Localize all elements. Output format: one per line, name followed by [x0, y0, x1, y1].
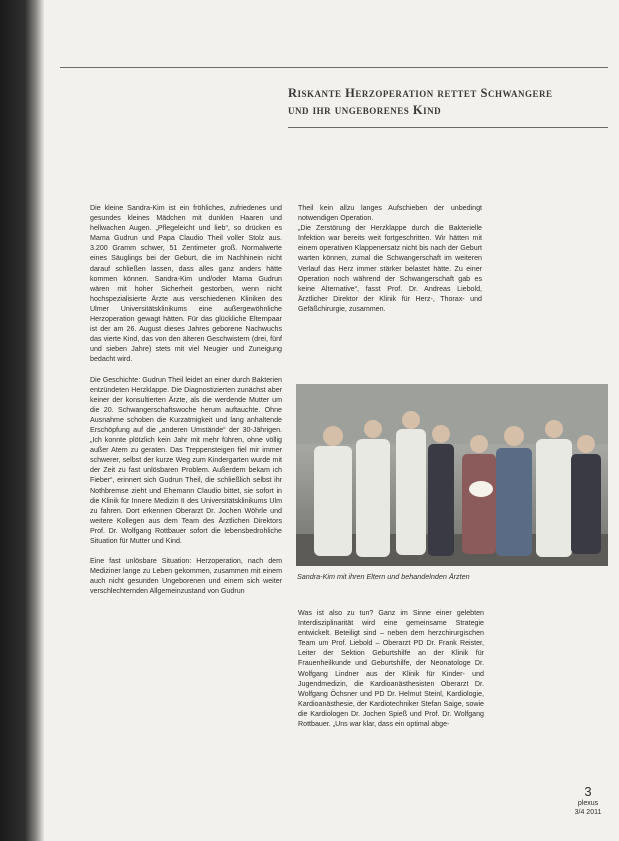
header-rule [60, 67, 608, 68]
page-binding-shadow [0, 0, 44, 841]
article-title [288, 85, 598, 119]
paragraph: Was ist also zu tun? Ganz im Sinne einer gelebten Interdisziplinarität wird eine gemeinsame Strategie entwickelt. Beteiligt sind – neben dem herzchirurgischen Team um Prof. Liebold – Oberarzt PD Dr. Frank Reister, Leiter der Sektion Geburtshilfe an der Klinik für Frauenheilkunde und Geburtshilfe, der Neonatologe Dr. Wolfgang Lindner aus der Klinik für Kinder- und Jugendmedizin, die Kardioanästhesisten Oberarzt Dr. Wolfgang Öchsner und PD Dr. Helmut Steinl, Kardiologie, Kardioanästhesie, der Kardiotechniker Stefan Saige, sowie die Kardiologen Dr. Jochen Spieß und Prof. Dr. Wolfgang Rottbauer. „Uns war klar, dass ein optimal abge- [298, 609, 484, 729]
page-footer [568, 785, 608, 817]
group-photo [296, 384, 608, 566]
paragraph: Die Geschichte: Gudrun Theil leidet an einer durch Bakterien entzündeten Herzklappe. Die Diagnostizierten zunächst aber keiner der konsultierten Ärzte, als die werdende Mutter um die 20. Schwangerschaftswoche herum auftauchte. Ohne Ausnahme schoben die Kurzatmigkeit und lang anhaltende Erschöpfung auf die „anderen Umstände“ der 30-Jährigen. „Ich konnte plötzlich kein Jahr mit mehr führen, ohne völlig außer Atem zu geraten. Das Treppensteigen fiel mir immer schwerer, selbst der kurze Weg zum Kindergarten wurde mit der Zeit zu fast unlösbaren Problem. Außerdem bekam ich Fieber“, erinnert sich Gudrun Theil, die schließlich selbst ihr Nothbremse zieht und Ehemann Claudio bittet, sie sofort in die Klinik für Innere Medizin II des Universitätsklinikums Ulm zu fahren. Dort erkennen Oberarzt Dr. Jochen Wöhrle und weitere Kollegen aus dem Team des Ärztlichen Direktors Prof. Dr. Wolfgang Rottbauer sofort die lebensbedrohliche Situation für Mutter und Kind. [90, 375, 282, 545]
page-number: 3 [584, 784, 592, 799]
publication-name: plexus [577, 800, 599, 807]
paragraph: „Die Zerstörung der Herzklappe durch die Bakterielle Infektion war bereits weit fortgeschritten. Wir hätten mit einem operativen Klappenersatz nicht bis nach der Geburt warten können, zumal die Schwangerschaft im weiteren Verlauf das Herz immer stärker belastet hätte. Zu einer Operation noch während der Schwangerschaft gab es keine Alternative“, fasst Prof. Dr. Andreas Liebold, Ärztlicher Direktor der Klinik für Herz-, Thorax- und Gefäßchirurgie, zusammen. [298, 224, 482, 313]
title-rule [288, 127, 608, 128]
issue-label: 3/4 2011 [574, 809, 602, 816]
paragraph: Die kleine Sandra-Kim ist ein fröhliches, zufriedenes und gesundes kleines Mädchen mit dunklen Haaren und hellwachen Augen. „Pflegeleicht und lieb“, so drücken es Mama Gudrun und Papa Claudio Theil voller Stolz aus. 3.200 Gramm schwer, 51 Zentimeter groß. Normalwerte eines Säuglings bei der Geburt, die im Nachhinein nicht darauf schließen lassen, dass alles ganz anders hätte kommen können. Sandra-Kim und/oder Mama Gudrun wären mit hoher Sicherheit gestorben, wenn nicht hochspezialisierte Ärzte aus verschiedenen Kliniken des Ulmer Universitätsklinikums eine außergewöhnliche Herzoperation gewagt hätten. Für das glückliche Elternpaar ist der am 26. August dieses Jahres geborene Nachwuchs das vierte Kind, das von den älteren Geschwistern (drei, fünf und sieben Jahre) stets mit viel Neugier und Zuneigung bedacht wird. [90, 204, 282, 364]
right-column-top [298, 203, 482, 324]
left-column [90, 203, 282, 606]
right-column-bottom [298, 608, 484, 739]
paragraph: Theil kein allzu langes Aufschieben der unbedingt notwendigen Operation. [298, 204, 482, 223]
photo-caption: Sandra-Kim mit ihren Eltern und behandelnden Ärzten [297, 572, 470, 581]
title-line-1: Riskante Herzoperation rettet Schwangere [288, 86, 553, 100]
title-line-2: und ihr ungeborenes Kind [288, 103, 442, 117]
paragraph: Eine fast unlösbare Situation: Herzoperation, nach dem Mediziner lange zu Leben gekommen, zusammen mit einem auch nicht gesunden Ungeborenen und einem sich weiter verschlechternden Allgemeinzustand von Gudrun [90, 557, 282, 596]
